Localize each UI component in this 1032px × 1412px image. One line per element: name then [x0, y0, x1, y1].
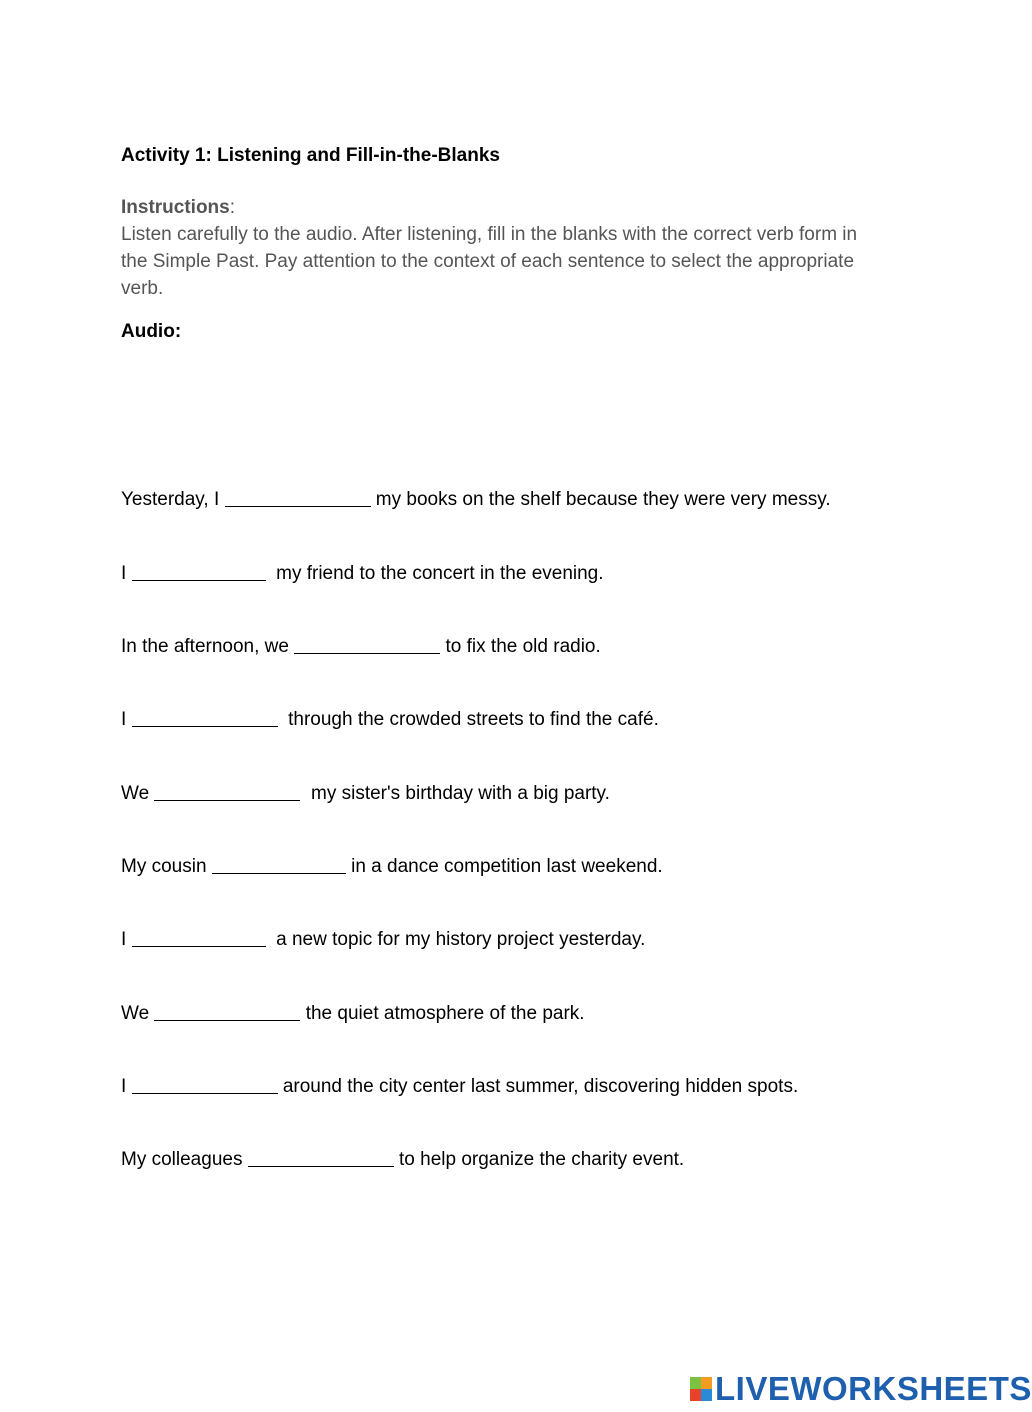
sentence-5-after: my sister's birthday with a big party.: [300, 783, 610, 804]
audio-label: Audio:: [121, 321, 182, 342]
sentence-5: [121, 782, 610, 806]
blank-1-input[interactable]: [225, 488, 371, 507]
blank-10-input[interactable]: [248, 1148, 394, 1167]
sentence-6: [121, 855, 663, 879]
sentence-7: [121, 928, 645, 952]
sentence-8-before: We: [121, 1003, 155, 1024]
sentence-8-after: the quiet atmosphere of the park.: [300, 1003, 585, 1024]
sentence-3: [121, 635, 601, 659]
liveworksheets-logo[interactable]: [690, 1372, 1032, 1406]
sentence-10: [121, 1148, 684, 1172]
sentence-4: [121, 708, 659, 732]
sentence-9-before: I: [121, 1076, 132, 1097]
sentence-4-after: through the crowded streets to find the café.: [277, 709, 659, 730]
sentence-7-before: I: [121, 929, 132, 950]
sentence-9: [121, 1075, 798, 1099]
instructions-block: [121, 194, 881, 302]
sentence-9-after: around the city center last summer, discovering hidden spots.: [277, 1076, 799, 1097]
sentence-1-before: Yesterday, I: [121, 489, 225, 510]
instructions-text: Listen carefully to the audio. After listening, fill in the blanks with the correct verb form in the Simple Past. Pay attention to the context of each sentence to select the appropriate verb.: [121, 224, 858, 299]
logo-square-blue: [701, 1389, 712, 1401]
sentence-7-after: a new topic for my history project yesterday.: [265, 929, 646, 950]
logo-square-red: [690, 1389, 701, 1401]
sentence-3-before: In the afternoon, we: [121, 636, 295, 657]
sentence-1-after: my books on the shelf because they were very messy.: [370, 489, 831, 510]
sentence-6-before: My cousin: [121, 856, 212, 877]
sentence-10-after: to help organize the charity event.: [393, 1149, 685, 1170]
activity-title: Activity 1: Listening and Fill-in-the-Blanks: [121, 145, 500, 166]
sentence-4-before: I: [121, 709, 132, 730]
sentence-2-before: I: [121, 563, 132, 584]
blank-2-input[interactable]: [132, 562, 266, 581]
instructions-label: Instructions: [121, 197, 230, 218]
sentence-6-after: in a dance competition last weekend.: [345, 856, 663, 877]
sentence-2: [121, 562, 604, 586]
sentence-5-before: We: [121, 783, 155, 804]
sentence-8: [121, 1002, 585, 1026]
blank-6-input[interactable]: [212, 855, 346, 874]
instructions-heading: [121, 194, 881, 221]
logo-square-orange: [701, 1377, 712, 1389]
logo-square-green: [690, 1377, 701, 1389]
liveworksheets-brand-text: LIVEWORKSHEETS: [715, 1370, 1032, 1407]
blank-3-input[interactable]: [294, 635, 440, 654]
sentence-3-after: to fix the old radio.: [440, 636, 601, 657]
blank-8-input[interactable]: [154, 1002, 300, 1021]
sentence-2-after: my friend to the concert in the evening.: [265, 563, 604, 584]
sentence-1: [121, 488, 831, 512]
sentence-10-before: My colleagues: [121, 1149, 248, 1170]
blank-7-input[interactable]: [132, 928, 266, 947]
blank-5-input[interactable]: [154, 782, 300, 801]
liveworksheets-logo-icon: [690, 1377, 712, 1401]
instructions-colon: :: [229, 197, 236, 218]
blank-4-input[interactable]: [132, 708, 278, 727]
blank-9-input[interactable]: [132, 1075, 278, 1094]
